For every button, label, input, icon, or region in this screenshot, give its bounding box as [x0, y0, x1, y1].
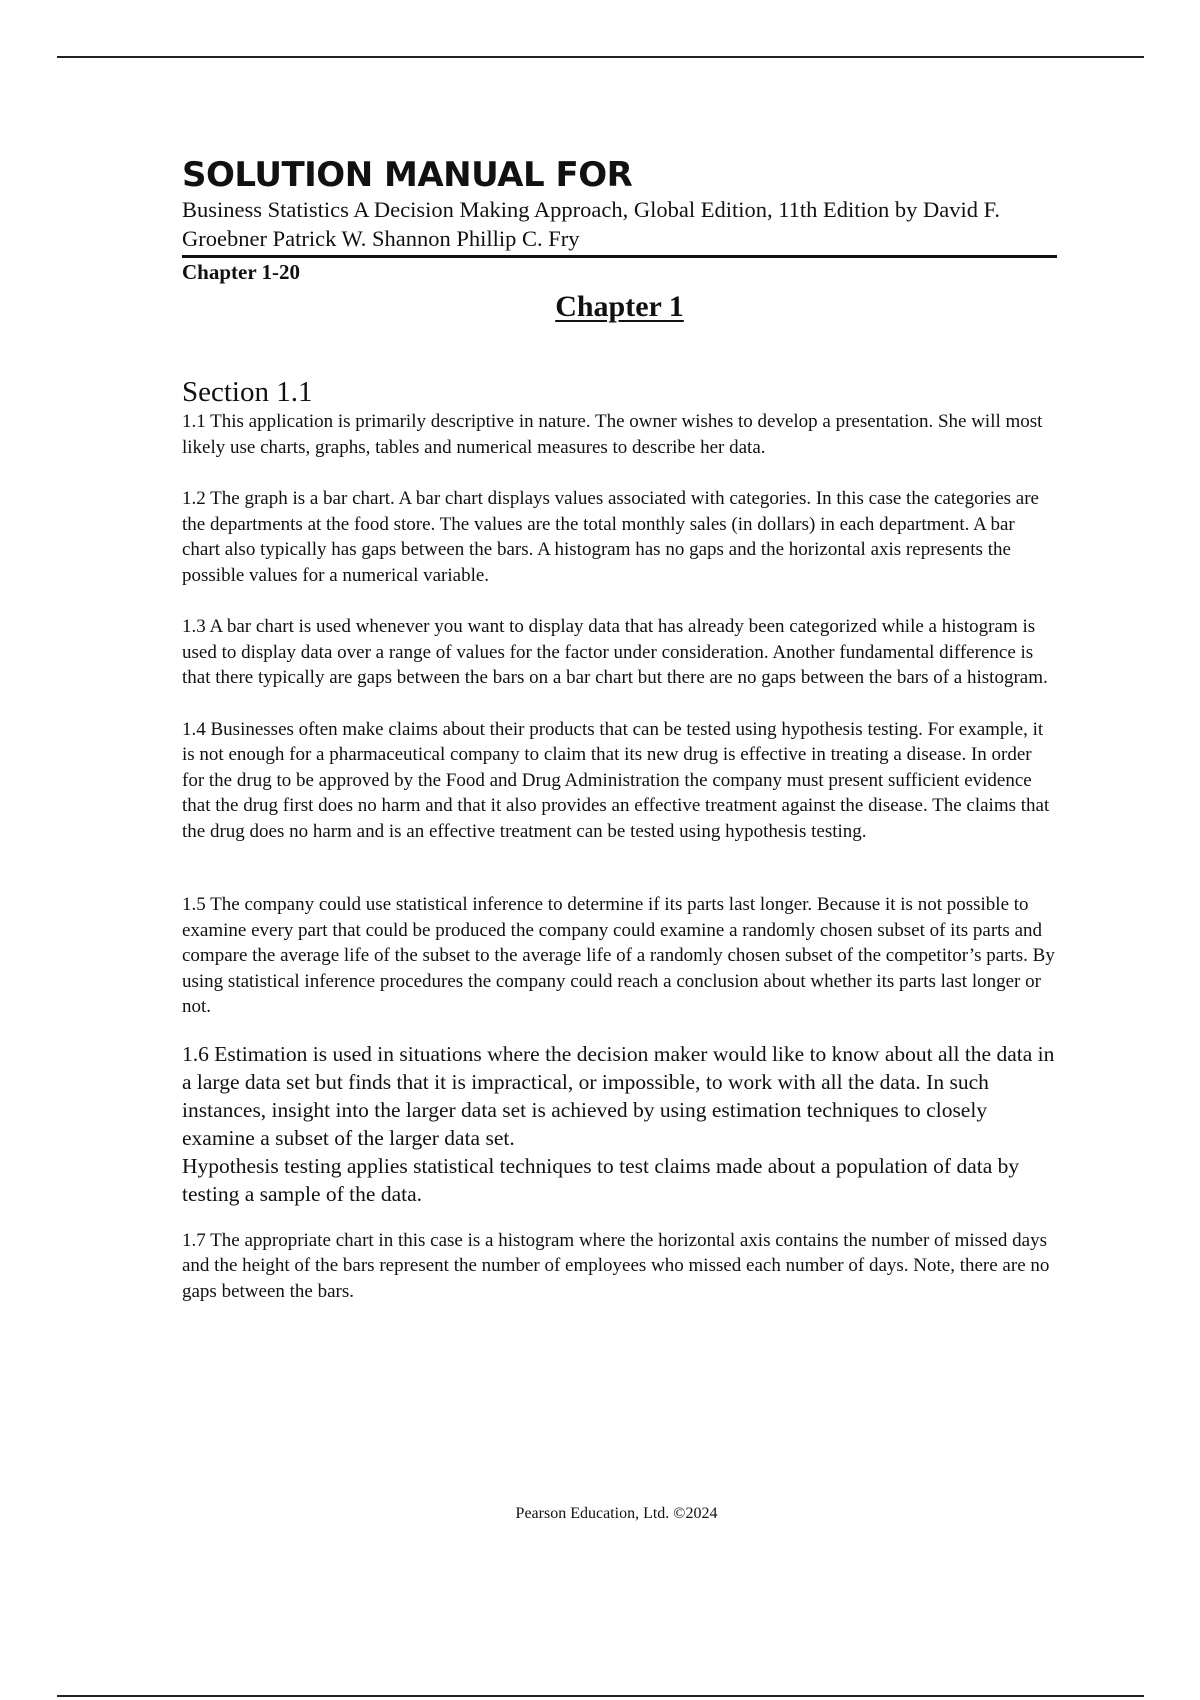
chapter-heading	[182, 289, 1057, 325]
manual-title: SOLUTION MANUAL FOR	[182, 155, 633, 195]
answer-1-5: 1.5 The company could use statistical inference to determine if its parts last longer. Because it is not possible to examine every part that could be produced the company could examine a randomly chosen subset of its parts and compare the average life of the subset to the average life of a randomly chosen subset of the competitor’s parts. By using statistical inference procedures the company could reach a conclusion about whether its parts last longer or not.	[182, 894, 1055, 1017]
top-rule	[57, 56, 1144, 58]
title-divider	[182, 255, 1057, 258]
answer-1-1: 1.1 This application is primarily descriptive in nature. The owner wishes to develop a presentation. She will most likely use charts, graphs, tables and numerical measures to describe her data.	[182, 411, 1043, 458]
section-heading: Section 1.1	[182, 376, 313, 408]
answer-1-6: 1.6 Estimation is used in situations where the decision maker would like to know about all the data in a large data set but finds that it is impractical, or impossible, to work with all the data. In such instances, insight into the larger data set is achieved by using estimation techniques to closely examine a subset of the larger data set.	[182, 1041, 1055, 1150]
chapter-heading-text: Chapter 1	[555, 290, 684, 323]
bottom-rule	[57, 1695, 1144, 1697]
page-content	[182, 155, 1057, 1304]
answer-1-4: 1.4 Businesses often make claims about their products that can be tested using hypothesis testing. For example, it is not enough for a pharmaceutical company to claim that its new drug is effective in treating a disease. In order for the drug to be approved by the Food and Drug Administration the company must present sufficient evidence that the drug first does no harm and that it also provides an effective treatment against the disease. The claims that the drug does no harm and is an effective treatment can be tested using hypothesis testing.	[182, 718, 1050, 842]
chapter-range: Chapter 1-20	[182, 260, 301, 284]
answer-1-3: 1.3 A bar chart is used whenever you want to display data that has already been categorized while a histogram is used to display data over a range of values for the factor under consideration. Another fundamental difference is that there typically are gaps between the bars on a bar chart but there are no gaps between the bars of a histogram.	[182, 616, 1048, 688]
page-footer: Pearson Education, Ltd. ©2024	[515, 1505, 718, 1522]
answer-1-7: 1.7 The appropriate chart in this case is a histogram where the horizontal axis contains the number of missed days and the height of the bars represent the number of employees who missed each number of days. Note, there are no gaps between the bars.	[182, 1229, 1050, 1302]
book-title: Business Statistics A Decision Making Approach, Global Edition, 11th Edition by David F. Groebner Patrick W. Shannon Phillip C. Fry	[182, 197, 1000, 251]
answer-1-6-continued: Hypothesis testing applies statistical techniques to test claims made about a population of data by testing a sample of the data.	[182, 1153, 1020, 1206]
answer-1-2: 1.2 The graph is a bar chart. A bar chart displays values associated with categories. In this case the categories are the departments at the food store. The values are the total monthly sales (in dollars) in each department. A bar chart also typically has gaps between the bars. A histogram has no gaps and the horizontal axis represents the possible values for a numerical variable.	[182, 488, 1039, 586]
